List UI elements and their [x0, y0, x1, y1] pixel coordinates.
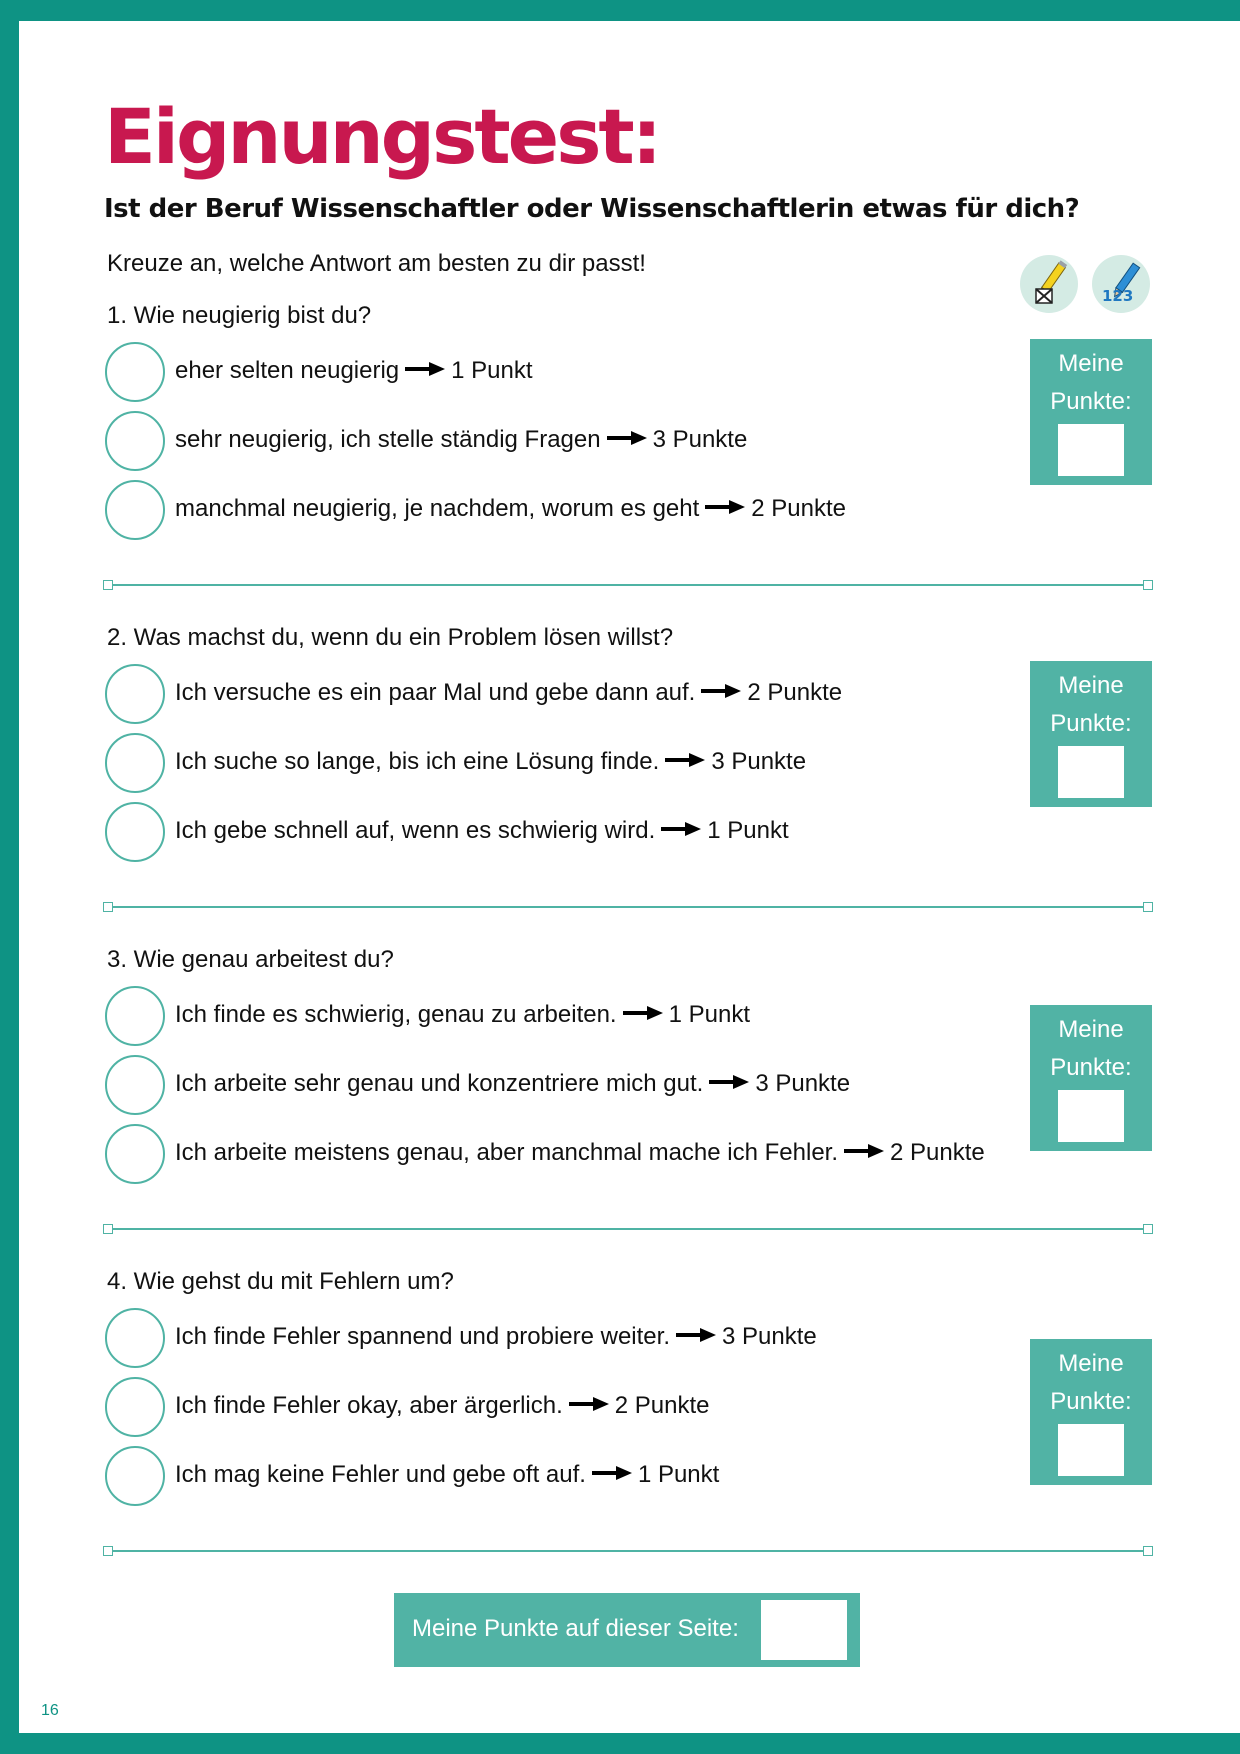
score-label-line2: Punkte: — [1050, 388, 1132, 415]
arrow-right-icon — [405, 362, 445, 376]
answer-text: Ich finde Fehler okay, aber ärgerlich. — [175, 1392, 563, 1419]
answer-points: 1 Punkt — [707, 817, 789, 844]
answer-points: 2 Punkte — [747, 679, 843, 706]
arrow-right-icon — [676, 1328, 716, 1342]
answer-points: 2 Punkte — [614, 1392, 710, 1419]
score-input-field[interactable] — [1058, 1424, 1124, 1476]
answer-points: 1 Punkt — [451, 357, 533, 384]
arrow-right-icon — [607, 431, 647, 445]
answer-points: 3 Punkte — [711, 748, 807, 775]
answer-checkbox[interactable] — [105, 1377, 165, 1437]
score-label-line1: Meine — [1058, 350, 1124, 377]
question-text: 1. Wie neugierig bist du? — [107, 302, 372, 329]
icon-digits: 123 — [1102, 287, 1134, 305]
section-divider — [103, 1224, 1153, 1234]
arrow-right-icon — [701, 684, 741, 698]
answer-checkbox[interactable] — [105, 733, 165, 793]
score-label-line2: Punkte: — [1050, 710, 1132, 737]
answer-points: 2 Punkte — [890, 1139, 985, 1166]
answer-text: Ich finde Fehler spannend und probiere weiter. — [175, 1323, 670, 1350]
score-label-line1: Meine — [1058, 1016, 1124, 1043]
answer-text: Ich versuche es ein paar Mal und gebe dann auf. — [175, 679, 696, 706]
score-label-line1: Meine — [1058, 1350, 1124, 1377]
answer-text: manchmal neugierig, je nachdem, worum es geht — [175, 495, 700, 522]
answer-checkbox[interactable] — [105, 480, 165, 540]
answer-text: Ich arbeite sehr genau und konzentriere mich gut. — [175, 1070, 704, 1097]
instruction-text: Kreuze an, welche Antwort am besten zu dir passt! — [107, 250, 646, 277]
arrow-right-icon — [844, 1144, 884, 1158]
worksheet-page — [19, 21, 1240, 1733]
answer-text: Ich suche so lange, bis ich eine Lösung finde. — [175, 748, 660, 775]
arrow-right-icon — [569, 1397, 609, 1411]
answer-checkbox[interactable] — [105, 1124, 165, 1184]
answer-points: 1 Punkt — [668, 1001, 750, 1028]
answer-checkbox[interactable] — [105, 802, 165, 862]
answer-checkbox[interactable] — [105, 1055, 165, 1115]
answer-points: 3 Punkte — [722, 1323, 817, 1350]
page-total-label: Meine Punkte auf dieser Seite: — [412, 1615, 739, 1642]
section-divider — [103, 1546, 1153, 1556]
pencil-cross-icon — [1020, 255, 1078, 313]
answer-points: 3 Punkte — [755, 1070, 851, 1097]
score-input-field[interactable] — [1058, 1090, 1124, 1142]
section-divider — [103, 902, 1153, 912]
answer-text: sehr neugierig, ich stelle ständig Fragen — [175, 426, 601, 453]
score-label-line2: Punkte: — [1050, 1054, 1132, 1081]
score-label-line2: Punkte: — [1050, 1388, 1132, 1415]
answer-checkbox[interactable] — [105, 1446, 165, 1506]
arrow-right-icon — [709, 1075, 749, 1089]
arrow-right-icon — [623, 1006, 663, 1020]
page-subtitle: Ist der Beruf Wissenschaftler oder Wissenschaftlerin etwas für dich? — [104, 194, 1080, 224]
score-input-field[interactable] — [1058, 424, 1124, 476]
answer-text: Ich finde es schwierig, genau zu arbeiten. — [175, 1001, 617, 1028]
answer-checkbox[interactable] — [105, 664, 165, 724]
pencil-numbers-icon — [1092, 255, 1150, 313]
score-box — [1030, 339, 1152, 485]
score-box — [1030, 1005, 1152, 1151]
question-text: 4. Wie gehst du mit Fehlern um? — [107, 1268, 454, 1295]
answer-checkbox[interactable] — [105, 986, 165, 1046]
answer-text: Ich mag keine Fehler und gebe oft auf. — [175, 1461, 586, 1488]
section-divider — [103, 580, 1153, 590]
answer-points: 3 Punkte — [652, 426, 748, 453]
answer-checkbox[interactable] — [105, 1308, 165, 1368]
page-title: Eignungstest: — [104, 92, 660, 181]
arrow-right-icon — [592, 1466, 632, 1480]
page-total-box — [394, 1593, 860, 1667]
score-box — [1030, 1339, 1152, 1485]
arrow-right-icon — [661, 822, 701, 836]
arrow-right-icon — [665, 753, 705, 767]
answer-text: Ich gebe schnell auf, wenn es schwierig wird. — [175, 817, 656, 844]
answer-checkbox[interactable] — [105, 342, 165, 402]
answer-points: 1 Punkt — [637, 1461, 720, 1488]
answer-text: eher selten neugierig — [175, 357, 400, 384]
answer-checkbox[interactable] — [105, 411, 165, 471]
answer-text: Ich arbeite meistens genau, aber manchmal mache ich Fehler. — [175, 1139, 839, 1166]
page-total-input-field[interactable] — [761, 1600, 847, 1660]
arrow-right-icon — [705, 500, 745, 514]
question-text: 3. Wie genau arbeitest du? — [107, 946, 394, 973]
score-input-field[interactable] — [1058, 746, 1124, 798]
question-text: 2. Was machst du, wenn du ein Problem lösen willst? — [107, 624, 674, 651]
page-number: 16 — [41, 1702, 59, 1719]
answer-points: 2 Punkte — [751, 495, 847, 522]
score-box — [1030, 661, 1152, 807]
score-label-line1: Meine — [1058, 672, 1124, 699]
